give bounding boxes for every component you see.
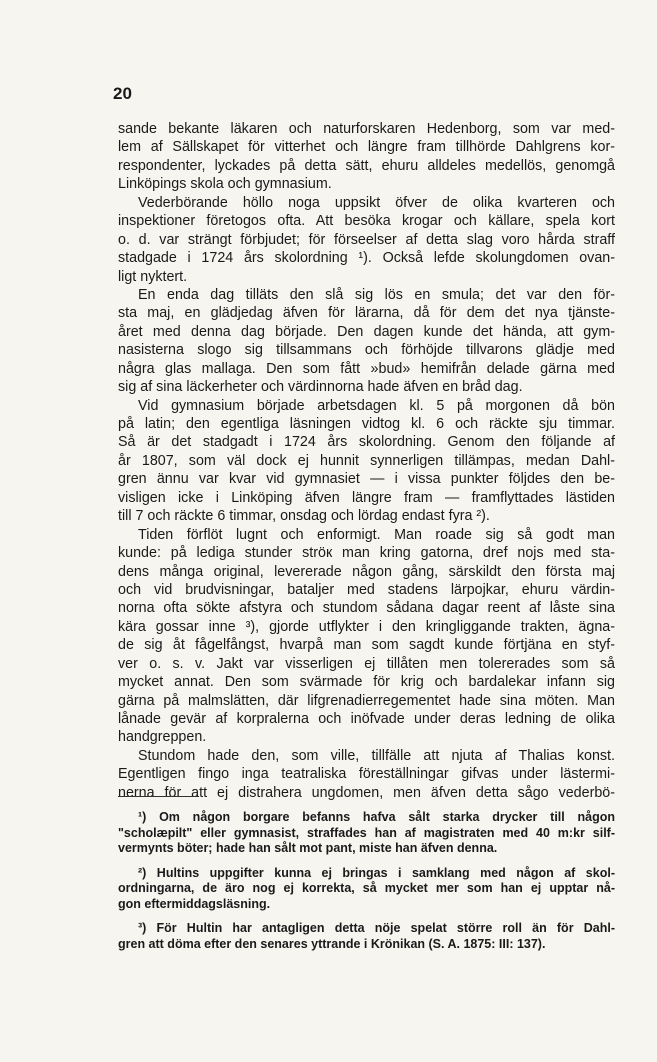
text-line: stadgade i 1724 års skolordning ¹). Också lefde skolungdomen ovan- xyxy=(118,250,615,267)
text-line: ver o. s. v. Jakt var visserligen ej tillåten men tolererades som så xyxy=(118,655,615,672)
text-line: och vid brudvisningar, bataljer med stadens lärpojkar, ehuru värdin- xyxy=(118,581,615,598)
footnote-line: gon eftermiddagsläsning. xyxy=(118,896,271,911)
text-line: o. d. var strängt förbjudet; för förseelser af detta slag voro hårda straff xyxy=(118,231,615,248)
text-line: år 1807, som väl dock ej hunnit synnerligen tillämpas, medan Dahl- xyxy=(118,452,615,469)
footnote-line: gren att döma efter den senares yttrande i Krönikan (S. A. 1875: III: 137). xyxy=(118,936,546,951)
body-text xyxy=(118,120,615,802)
text-line: de sig åt fågelfångst, hvarpå man som sagdt kunde förtjäna en styf- xyxy=(118,637,615,654)
text-line: några glas mallaga. Den som fått »bud» hemifrån delade gärna med xyxy=(118,360,615,377)
text-line: Vederbörande höllo noga uppsikt öfver de olika kvarteren och xyxy=(138,194,615,211)
text-line: sande bekante läkaren och naturforskaren Hedenborg, som var med- xyxy=(118,121,615,137)
text-line: respondenter, lyckades på detta sätt, ehuru alldeles medellös, genomgå xyxy=(118,157,615,174)
footnote-2 xyxy=(118,866,615,913)
footnote-3 xyxy=(118,921,615,952)
text-line: nasisterna slogo sig tillsammans och förhöjde tillvarons glädje med xyxy=(118,342,615,359)
footnotes xyxy=(118,810,615,961)
text-line: kära gossar inne ³), gjorde utflykter i den kringliggande trakten, ägna- xyxy=(118,618,615,635)
text-line: gärna på malmslätten, där lifgrenadierregementet hade sina möten. Man xyxy=(118,692,615,709)
text-line: året med denna dag började. Den dagen kunde det hända, att gym- xyxy=(118,323,615,340)
text-line: gren ännu var kvar vid gymnasiet — i vissa punkter följdes den be- xyxy=(118,471,615,488)
text-line: sta maj, en glädjedag äfven för lärarna, då för dem det nya tjänste- xyxy=(118,305,615,322)
text-line: sig af sina läckerheter och värdinnorna hade äfven en bråd dag. xyxy=(118,379,523,396)
text-line: lånade gevär af korpralerna och inöfvade under deras ledning de olika xyxy=(118,711,615,727)
text-line: till 7 och räckte 6 timmar, onsdag och lördag endast fyra ²). xyxy=(118,508,490,525)
footnote-line: ¹) Om någon borgare befanns hafva sålt starka drycker till någon xyxy=(138,810,615,824)
text-line: norna ofta sökte afstyra och stundom sådana dagar reent af låste sina xyxy=(118,600,615,617)
text-line: En enda dag tilläts den slå sig lös en smula; det var den för- xyxy=(138,286,615,303)
text-line: ligt nyktert. xyxy=(118,268,188,285)
text-line: på latin; den egentliga läsningen vidtog kl. 6 och räckte sju timmar. xyxy=(118,416,615,432)
text-line: kunde: på lediga stunder ströк man kring gatorna, dref nojs med sta- xyxy=(118,545,615,562)
text-line: mycket annat. Den som svärmade för krig och bardalekar infann sig xyxy=(118,674,615,691)
text-line: lem af Sällskapet för vitterhet och längre fram tillhörde Dahlgrens kor- xyxy=(118,139,615,156)
footnote-1 xyxy=(118,810,615,857)
text-line: Stundom hade den, som ville, tillfälle att njuta af Thalias konst. xyxy=(138,747,615,764)
footnote-line: ³) För Hultin har antagligen detta nöje spelat större roll än för Dahl- xyxy=(138,921,615,935)
text-line: inspektioner företogos ofta. Att besöka krogar och källare, spela kort xyxy=(118,213,615,230)
text-line: visligen icke i Linköping äfven längre fram — framflyttades lästiden xyxy=(118,489,615,506)
text-line: Linköpings skola och gymnasium. xyxy=(118,176,332,193)
text-line: nerna för att ej distrahera ungdomen, men äfven detta sågo vederbö- xyxy=(118,784,615,801)
text-line: Tiden förflöt lugnt och enformigt. Man roade sig så godt man xyxy=(138,526,615,543)
footnote-divider xyxy=(118,796,198,797)
footnote-line: ordningarna, de äro nog ej korrekta, så mycket mer som han ej upptar nå- xyxy=(118,881,615,895)
page-number: 20 xyxy=(113,84,132,103)
text-line: dens många original, levererade någon gång, särskildt den första maj xyxy=(118,563,615,580)
footnote-line: vermynts böter; hade han sålt mot pant, miste han äfven denna. xyxy=(118,841,498,855)
text-line: handgreppen. xyxy=(118,729,207,746)
footnote-line: "scholæpilt" eller gymnasist, straffades han af magistraten med 40 m:kr silf- xyxy=(118,825,615,840)
text-line: Egentligen fingo inga teatraliska föreställningar gifvas under lästermi- xyxy=(118,766,615,783)
text-line: Vid gymnasium började arbetsdagen kl. 5 på morgonen då bön xyxy=(138,397,615,414)
text-line: Så är det stadgadt i 1724 års skolordning. Genom den följande af xyxy=(118,434,615,451)
footnote-line: ²) Hultins uppgifter kunna ej bringas i samklang med någon af skol- xyxy=(138,865,615,880)
